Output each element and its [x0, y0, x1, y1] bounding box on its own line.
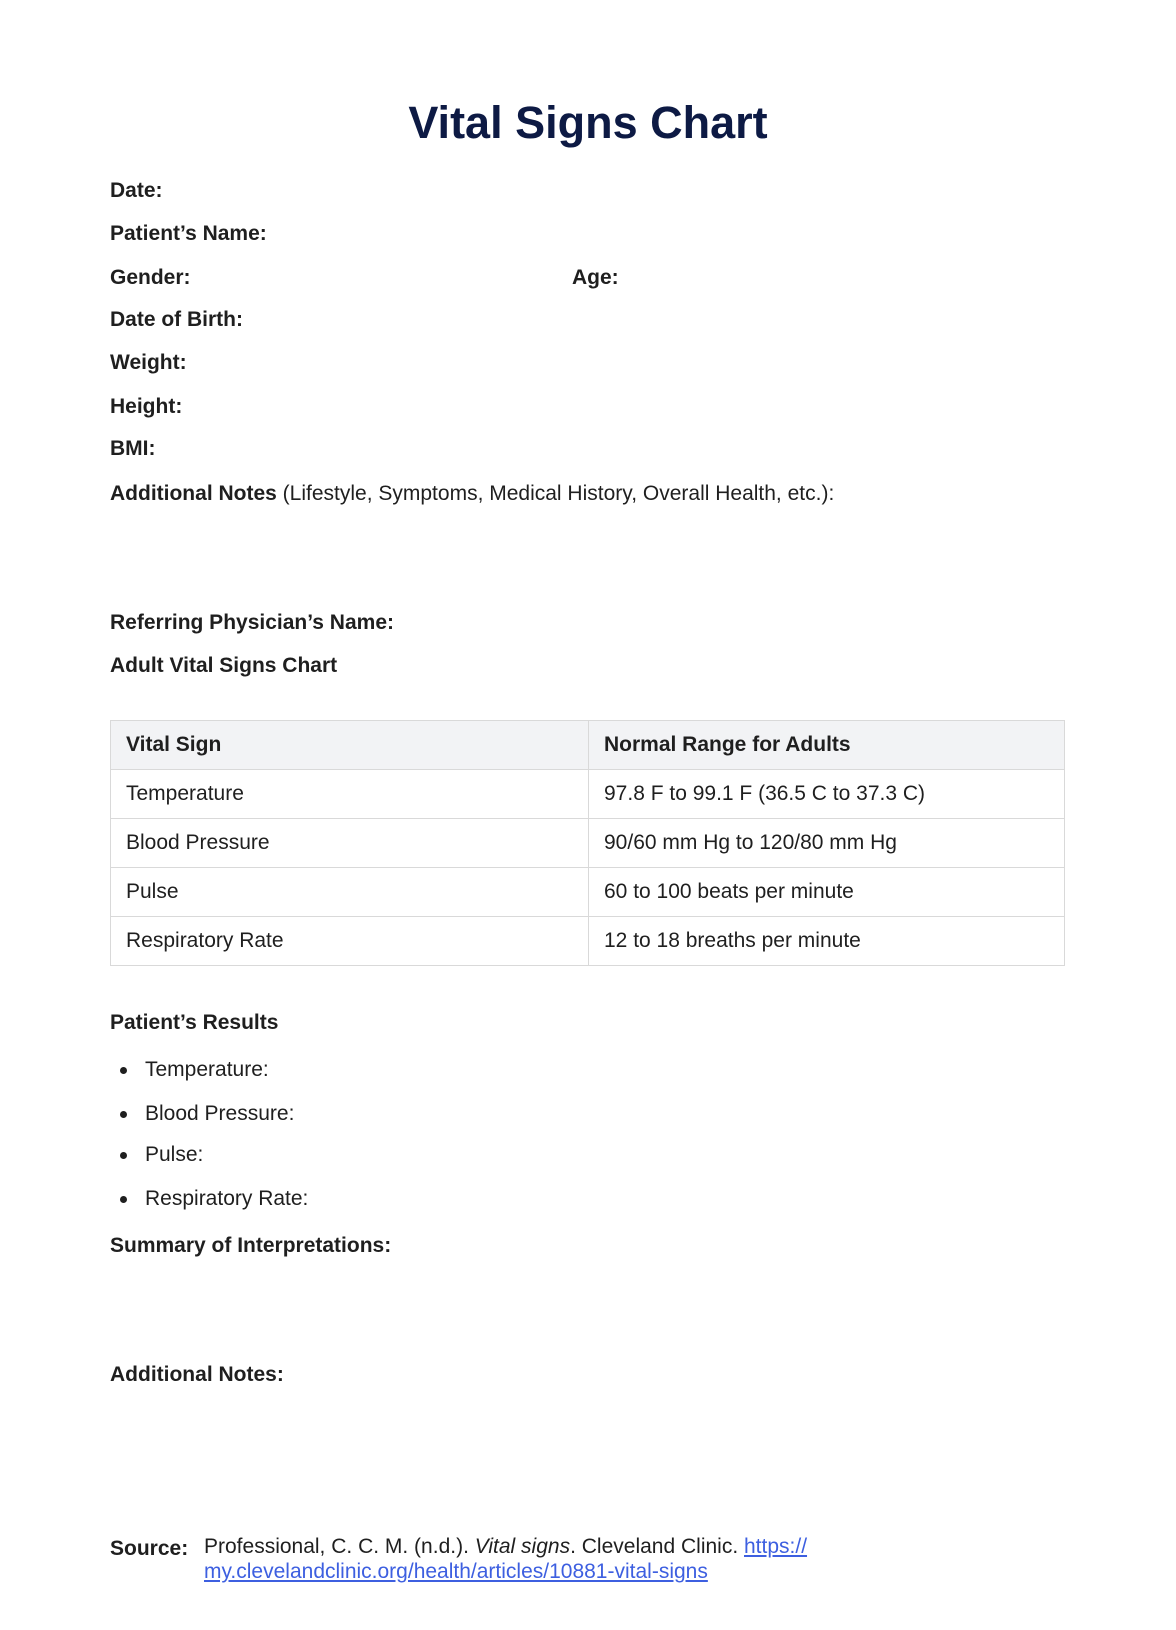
bullet-icon [120, 1196, 127, 1203]
source-label: Source: [110, 1537, 189, 1560]
table-row [111, 868, 1065, 917]
result-blood-pressure: Blood Pressure: [145, 1102, 295, 1125]
vital-sign-cell: Respiratory Rate [111, 917, 589, 966]
weight-label: Weight: [110, 351, 187, 374]
page-title: Vital Signs Chart [408, 97, 768, 148]
vital-sign-cell: Blood Pressure [111, 819, 589, 868]
range-cell: 60 to 100 beats per minute [589, 868, 1065, 917]
additional-notes-hint: (Lifestyle, Symptoms, Medical History, Overall Health, etc.): [276, 482, 835, 505]
patient-name-label: Patient’s Name: [110, 222, 267, 245]
range-cell: 97.8 F to 99.1 F (36.5 C to 37.3 C) [589, 770, 1065, 819]
gender-label: Gender: [110, 266, 191, 289]
additional-notes-line [110, 482, 834, 506]
bullet-icon [120, 1152, 127, 1159]
table-row [111, 770, 1065, 819]
summary-heading: Summary of Interpretations: [110, 1234, 392, 1257]
result-pulse: Pulse: [145, 1143, 204, 1166]
date-label: Date: [110, 179, 163, 202]
range-cell: 12 to 18 breaths per minute [589, 917, 1065, 966]
range-cell: 90/60 mm Hg to 120/80 mm Hg [589, 819, 1065, 868]
vital-sign-cell: Pulse [111, 868, 589, 917]
additional-notes-heading: Additional Notes: [110, 1363, 284, 1386]
source-link-url[interactable]: my.clevelandclinic.org/health/articles/10881-vital-signs [204, 1560, 708, 1583]
bullet-icon [120, 1067, 127, 1074]
additional-notes-label: Additional Notes [110, 482, 277, 505]
results-heading: Patient’s Results [110, 1011, 279, 1034]
header-vital-sign: Vital Sign [111, 721, 589, 770]
bullet-icon [120, 1111, 127, 1118]
result-respiratory-rate: Respiratory Rate: [145, 1187, 309, 1210]
referring-physician-label: Referring Physician’s Name: [110, 611, 394, 634]
source-link[interactable]: https:// [744, 1535, 808, 1558]
table-row [111, 819, 1065, 868]
source-link-continued [204, 1560, 708, 1584]
adult-chart-heading: Adult Vital Signs Chart [110, 654, 338, 677]
header-normal-range: Normal Range for Adults [589, 721, 1065, 770]
vital-sign-cell: Temperature [111, 770, 589, 819]
table-header-row [111, 721, 1065, 770]
citation-text: Professional, C. C. M. (n.d.). [204, 1535, 475, 1558]
height-label: Height: [110, 395, 183, 418]
age-label: Age: [572, 266, 619, 289]
citation-publisher: . Cleveland Clinic. [570, 1535, 744, 1558]
citation-title: Vital signs [474, 1535, 571, 1558]
table-row [111, 917, 1065, 966]
bmi-label: BMI: [110, 437, 156, 460]
dob-label: Date of Birth: [110, 308, 243, 331]
vital-signs-table [110, 720, 1065, 966]
result-temperature: Temperature: [145, 1058, 269, 1081]
source-citation [204, 1535, 807, 1559]
